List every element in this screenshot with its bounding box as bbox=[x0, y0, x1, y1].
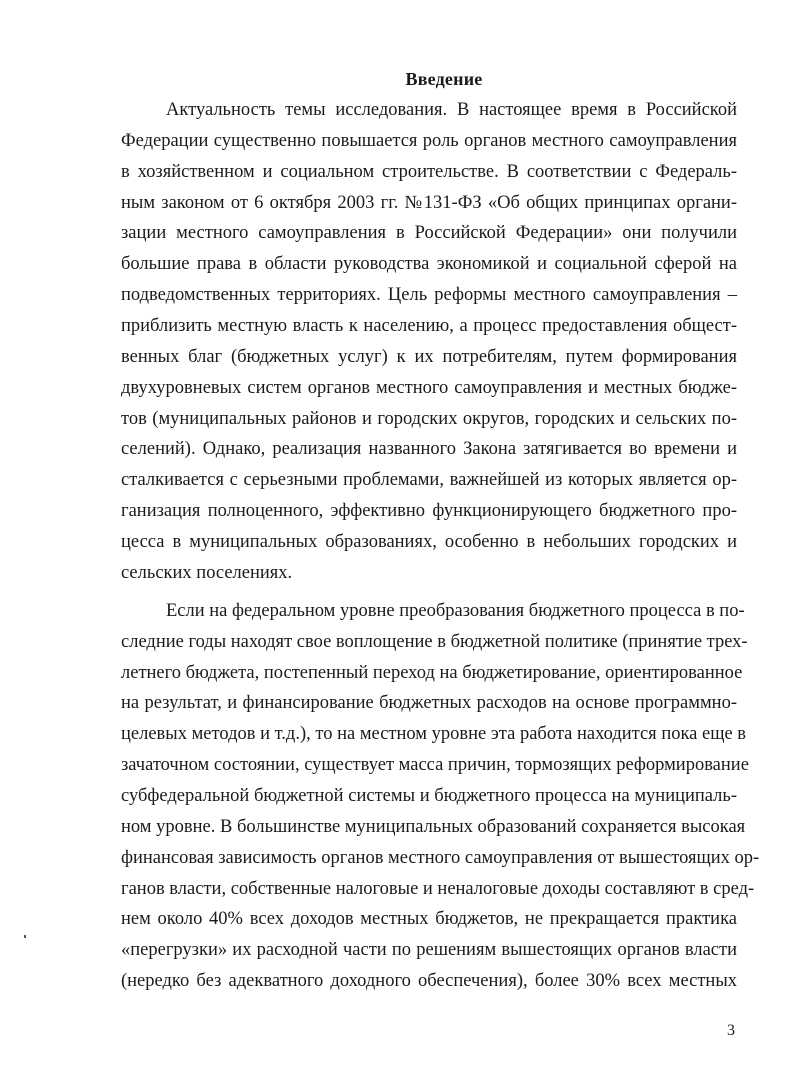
paragraph-line: цесса в муниципальных образованиях, особенно в небольших городских и bbox=[121, 532, 737, 552]
paragraph-line: на результат, и финансирование бюджетных расходов на основе программно- bbox=[121, 693, 737, 713]
paragraph-line: большие права в области руководства экономикой и социальной сферой на bbox=[121, 254, 737, 274]
paragraph-line: субфедеральной бюджетной системы и бюджетного процесса на муниципаль- bbox=[121, 786, 737, 806]
paragraph-line: приблизить местную власть к населению, а процесс предоставления общест- bbox=[121, 316, 737, 336]
paragraph-line: нем около 40% всех доходов местных бюджетов, не прекращается практика bbox=[121, 909, 737, 929]
paragraph-line: зачаточном состоянии, существует масса причин, тормозящих реформирование bbox=[121, 755, 749, 775]
paragraph-line: ганизация полноценного, эффективно функционирующего бюджетного про- bbox=[121, 501, 737, 521]
paragraph-line: сталкивается с серьезными проблемами, важнейшей из которых является ор- bbox=[121, 470, 737, 490]
paragraph-line: финансовая зависимость органов местного самоуправления от вышестоящих ор- bbox=[121, 848, 760, 868]
paragraph-line: тов (муниципальных районов и городских округов, городских и сельских по- bbox=[121, 409, 737, 429]
paragraph-line: целевых методов и т.д.), то на местном уровне эта работа находится пока еще в bbox=[121, 724, 747, 744]
paragraph-line: (нередко без адекватного доходного обеспечения), более 30% всех местных bbox=[121, 971, 737, 991]
section-title: Введение bbox=[405, 69, 483, 89]
paragraph-line: двухуровневых систем органов местного самоуправления и местных бюдже- bbox=[121, 378, 737, 398]
paragraph-line: летнего бюджета, постепенный переход на бюджетирование, ориентированное bbox=[121, 663, 743, 683]
paragraph-line: Актуальность темы исследования. В настоящее время в Российской bbox=[166, 100, 737, 120]
paragraph-line: следние годы находят свое воплощение в бюджетной политике (принятие трех- bbox=[121, 632, 748, 652]
paragraph-line: «перегрузки» их расходной части по решениям вышестоящих органов власти bbox=[121, 940, 737, 960]
page-number: 3 bbox=[727, 1022, 735, 1039]
paragraph-line: ном уровне. В большинстве муниципальных образований сохраняется высокая bbox=[121, 817, 746, 837]
paragraph-line: венных благ (бюджетных услуг) к их потребителям, путем формирования bbox=[121, 347, 737, 367]
scan-speck bbox=[24, 935, 26, 938]
paragraph-line: ганов власти, собственные налоговые и неналоговые доходы составляют в сред- bbox=[121, 879, 755, 899]
paragraph-line: селений). Однако, реализация названного Закона затягивается во времени и bbox=[121, 439, 737, 459]
paragraph-line: Федерации существенно повышается роль органов местного самоуправления bbox=[121, 131, 737, 151]
paragraph-line: ным законом от 6 октября 2003 гг. №131-ФЗ «Об общих принципах органи- bbox=[121, 193, 737, 213]
paragraph-line: зации местного самоуправления в Российской Федерации» они получили bbox=[121, 223, 737, 243]
paragraph-line: сельских поселениях. bbox=[121, 563, 293, 583]
paragraph-line: подведомственных территориях. Цель реформы местного самоуправления – bbox=[121, 285, 737, 305]
paragraph-line: Если на федеральном уровне преобразования бюджетного процесса в по- bbox=[166, 601, 745, 621]
paragraph-line: в хозяйственном и социальном строительстве. В соответствии с Федераль- bbox=[121, 162, 737, 182]
